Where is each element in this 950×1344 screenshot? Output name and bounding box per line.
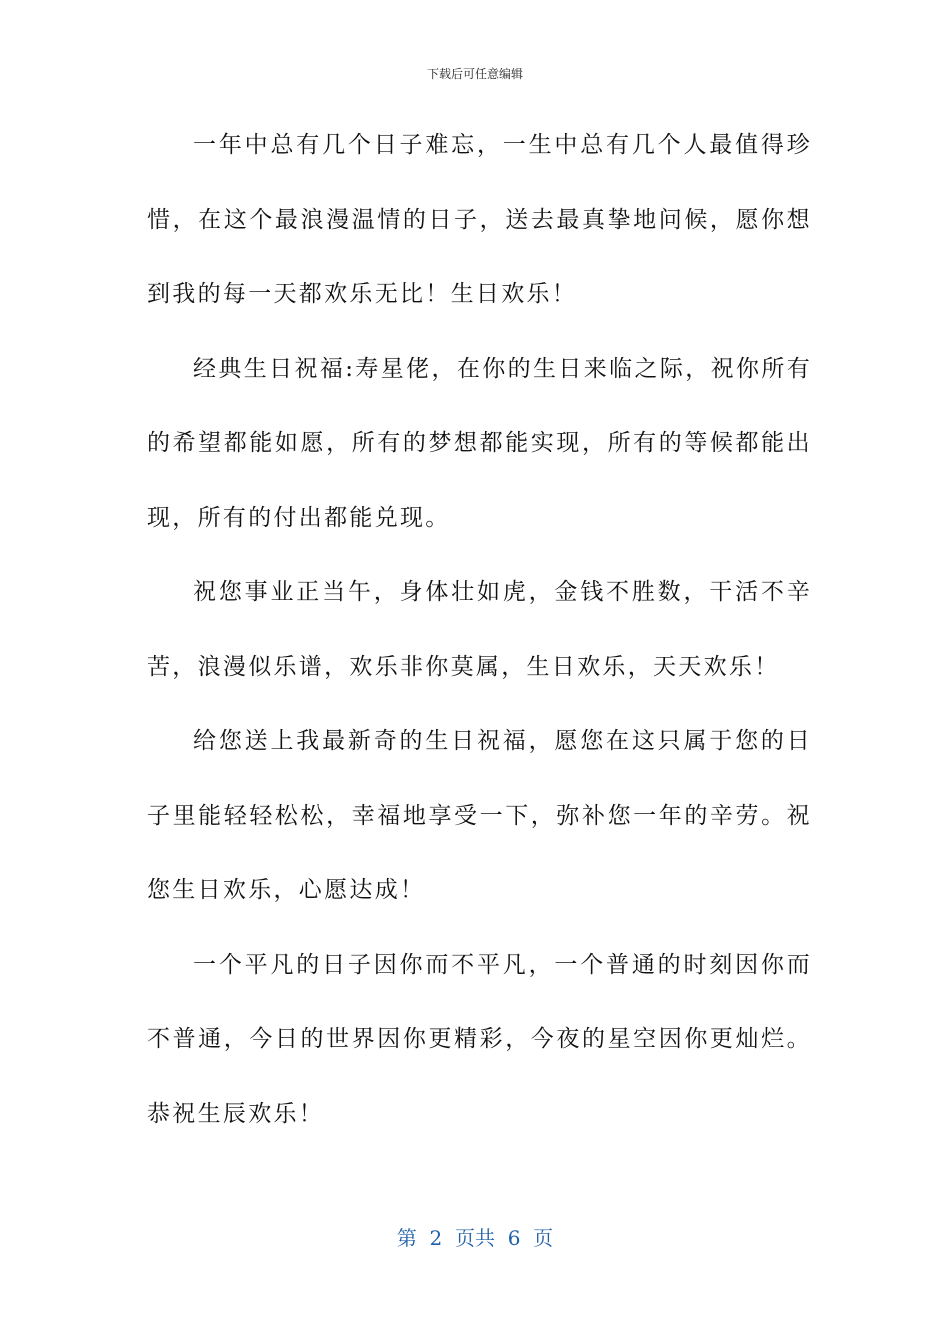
paragraph-5: 一个平凡的日子因你而不平凡，一个普通的时刻因你而不普通，今日的世界因你更精彩，今夜的星空因你更灿烂。恭祝生辰欢乐！ <box>147 951 812 1127</box>
page-number-label: 第 2 页共 6 页 <box>396 1226 554 1250</box>
paragraph-4: 给您送上我最新奇的生日祝福，愿您在这只属于您的日子里能轻轻松松，幸福地享受一下，弥补您一年的辛劳。祝您生日欢乐，心愿达成！ <box>147 728 812 903</box>
page-header-note: 下载后可任意编辑 <box>426 67 523 81</box>
page-number-footer <box>0 1224 950 1252</box>
paragraph-3: 祝您事业正当午，身体壮如虎，金钱不胜数，干活不辛苦，浪漫似乐谱，欢乐非你莫属，生日欢乐，天天欢乐！ <box>147 579 812 680</box>
document-body <box>147 108 812 1151</box>
paragraph-2: 经典生日祝福:寿星佬，在你的生日来临之际，祝你所有的希望都能如愿，所有的梦想都能实现，所有的等候都能出现，所有的付出都能兑现。 <box>147 355 812 531</box>
paragraph-1: 一年中总有几个日子难忘，一生中总有几个人最值得珍惜，在这个最浪漫温情的日子，送去最真挚地问候，愿你想到我的每一天都欢乐无比！生日欢乐！ <box>147 132 812 307</box>
